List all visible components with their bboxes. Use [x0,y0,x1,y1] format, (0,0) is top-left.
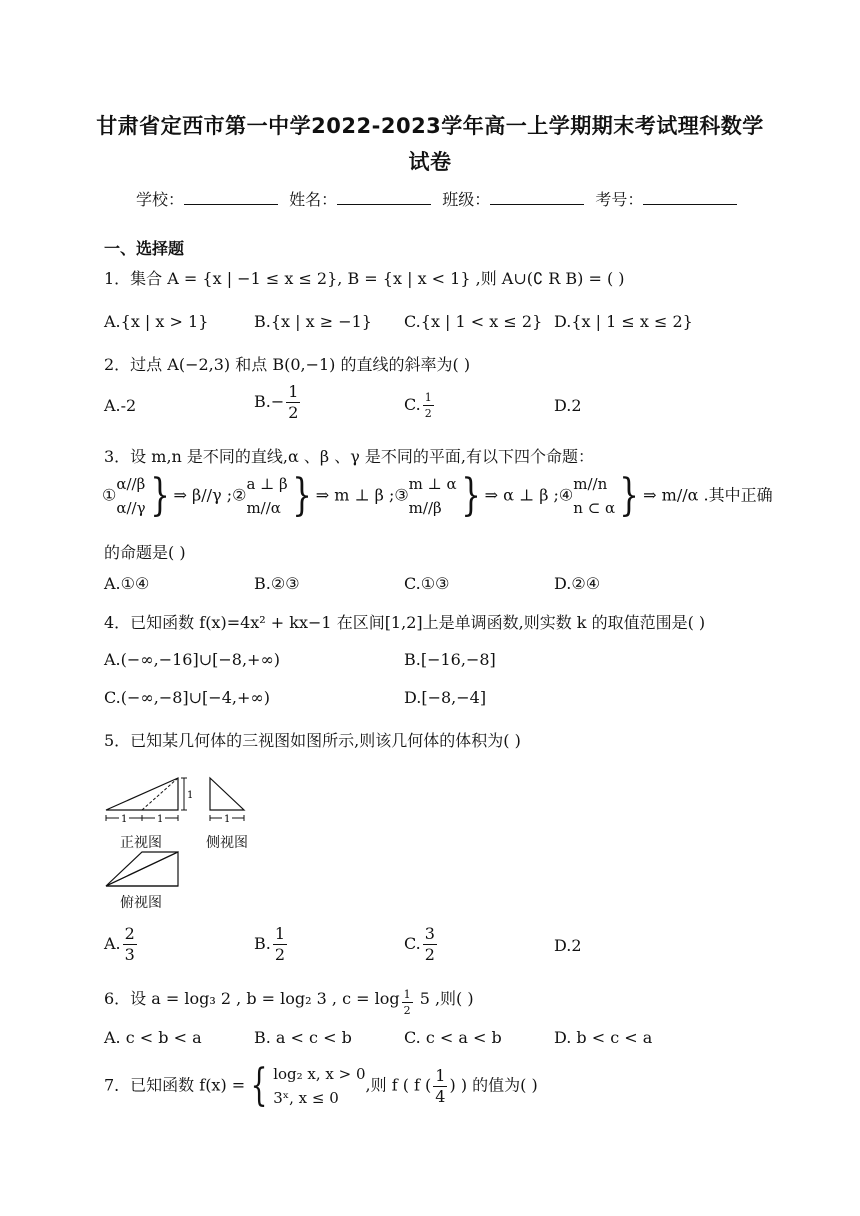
class-label: 班级： [442,190,491,209]
q5-option-a[interactable] [104,926,139,963]
prop3-conditions [409,472,457,520]
q4-option-d[interactable]: D.[−8,−4] [404,688,487,707]
student-info-row [134,187,741,210]
exam-title-line2: 试卷 [408,150,452,174]
fraction-numerator: 1 [288,382,299,401]
fraction-denominator: 2 [288,403,299,422]
fraction-denominator: 2 [424,407,432,420]
fraction-denominator: 3 [124,945,135,964]
prop1-cond-bottom: α//γ [116,499,146,517]
front-view-triangle [106,778,178,810]
class-blank[interactable] [490,190,584,205]
prop2-conditions [246,472,287,520]
prop4-cond-top: m//n [573,475,608,493]
q5-option-c-prefix: C. [404,934,421,953]
q2-stem: 2．过点 A(−2,3) 和点 B(0,−1) 的直线的斜率为( ) [104,355,471,374]
q3-option-d[interactable]: D.②④ [554,574,601,593]
q7-piecewise-cases [273,1062,365,1110]
q6-log-base-fraction [402,989,413,1016]
q1-stem: 1．集合 A = {x | −1 ≤ x ≤ 2}, B = {x | x < 1} ,则 A∪(∁ R B) = ( ) [104,269,625,288]
fraction-numerator: 3 [424,924,435,943]
prop1-conditions [116,472,145,520]
prop3-cond-bottom: m//β [408,499,442,517]
q1-option-b[interactable]: B.{x | x ≥ −1} [254,312,372,331]
q3-propositions [102,472,773,520]
q7-fraction [433,1065,447,1106]
q5-option-c[interactable] [404,926,439,963]
q2-option-d[interactable]: D.2 [554,396,582,415]
q1-option-c[interactable]: C.{x | 1 < x ≤ 2} [404,312,543,331]
fraction-denominator: 2 [403,1004,411,1017]
side-width-label: 1 [224,814,231,825]
q1-option-d[interactable]: D.{x | 1 ≤ x ≤ 2} [554,312,693,331]
q6-stem-end: 5 ,则( ) [414,989,474,1008]
fraction-denominator: 2 [424,945,435,964]
fraction-numerator: 1 [274,924,286,943]
q2-option-b-label: B.− [254,392,285,411]
front-width-label-1: 1 [121,814,128,825]
section-heading: 一、选择题 [104,239,185,258]
top-view-label: 俯视图 [120,895,162,911]
prop4-conditions [573,472,615,520]
q7-case-2: 3ˣ, x ≤ 0 [273,1089,339,1107]
fraction-denominator: 4 [435,1086,446,1106]
q4-option-a[interactable]: A.(−∞,−16]∪[−8,+∞) [104,650,281,669]
q3-stem-continued: 的命题是( ) [104,543,186,562]
q4-option-c[interactable]: C.(−∞,−8]∪[−4,+∞) [104,688,270,707]
q2-option-c-label: C. [404,395,421,414]
prop2-result: ⇒ m ⊥ β ;③ [315,485,409,505]
prop3-result: ⇒ α ⊥ β ;④ [484,485,574,505]
prop4-result: ⇒ m//α .其中正确 [643,485,773,505]
q5-option-a-fraction [123,926,137,963]
q5-option-a-prefix: A. [104,934,121,953]
q7-stem-middle: ,则 f ( f ( [365,1075,432,1095]
exam-number-blank[interactable] [643,190,737,205]
q5-stem: 5．已知某几何体的三视图如图所示,则该几何体的体积为( ) [104,731,521,750]
q5-option-b[interactable] [254,926,289,963]
prop1-result: ⇒ β//γ ;② [173,485,247,505]
q3-option-c[interactable]: C.①③ [404,574,450,593]
q3-stem: 3．设 m,n 是不同的直线,α 、β 、γ 是不同的平面,有以下四个命题： [104,447,594,466]
q2-option-c[interactable] [404,392,436,419]
q5-option-b-fraction [273,926,287,963]
q7-case-1: log₂ x, x > 0 [273,1065,366,1083]
q1-option-a[interactable]: A.{x | x > 1} [104,312,209,331]
q2-option-b-fraction [286,384,300,421]
q7-stem-start: 7．已知函数 f(x) = [104,1075,246,1095]
front-view-label: 正视图 [120,835,162,851]
side-view-triangle [210,778,244,810]
front-width-label-2: 1 [157,814,164,825]
top-view-parallelogram [106,852,178,886]
q6-stem-start: 6．设 a = log₃ 2 , b = log₂ 3 , c = log [104,989,400,1008]
brace-icon: } [291,470,312,521]
fraction-numerator: 1 [435,1065,446,1085]
front-view-hidden-edge [142,778,178,810]
brace-icon: } [460,470,481,521]
q7-stem [104,1062,538,1110]
q5-option-d[interactable]: D.2 [554,936,582,955]
name-blank[interactable] [337,190,431,205]
exam-number-label: 考号： [595,190,644,209]
fraction-numerator: 1 [424,391,432,404]
q6-option-d[interactable]: D. b < c < a [554,1028,653,1047]
prop2-cond-top: a ⊥ β [246,475,288,493]
q5-option-b-prefix: B. [254,934,271,953]
prop1-marker: ① [102,485,117,505]
prop2-cond-bottom: m//α [246,499,281,517]
prop3-cond-top: m ⊥ α [408,475,457,493]
brace-icon: } [149,470,170,521]
q6-option-a[interactable]: A. c < b < a [104,1028,202,1047]
q3-option-b[interactable]: B.②③ [254,574,300,593]
q6-option-b[interactable]: B. a < c < b [254,1028,352,1047]
q2-option-a[interactable]: A.-2 [104,396,137,415]
fraction-numerator: 1 [403,988,411,1001]
exam-title-line1: 甘肃省定西市第一中学2022-2023学年高一上学期期末考试理科数学 [96,114,764,138]
left-brace-icon: { [250,1060,268,1111]
school-blank[interactable] [184,190,278,205]
q6-stem [104,986,474,1016]
fraction-denominator: 2 [274,945,286,964]
q4-stem: 4．已知函数 f(x)=4x² + kx−1 在区间[1,2]上是单调函数,则实数 k 的取值范围是( ) [104,613,706,632]
q4-option-b[interactable]: B.[−16,−8] [404,650,496,669]
q6-option-c[interactable]: C. c < a < b [404,1028,502,1047]
school-label: 学校： [136,190,185,209]
side-view-label: 侧视图 [206,835,248,851]
front-height-label: 1 [187,790,194,801]
prop4-cond-bottom: n ⊂ α [573,499,616,517]
q2-option-c-fraction [423,392,434,419]
fraction-numerator: 2 [124,924,135,943]
brace-icon: } [619,470,639,521]
q7-stem-end: ) ) 的值为( ) [449,1075,538,1095]
q5-option-c-fraction [423,926,437,963]
prop1-cond-top: α//β [116,475,146,493]
name-label: 姓名： [289,190,338,209]
q3-option-a[interactable]: A.①④ [104,574,150,593]
q2-option-b[interactable] [254,384,302,421]
